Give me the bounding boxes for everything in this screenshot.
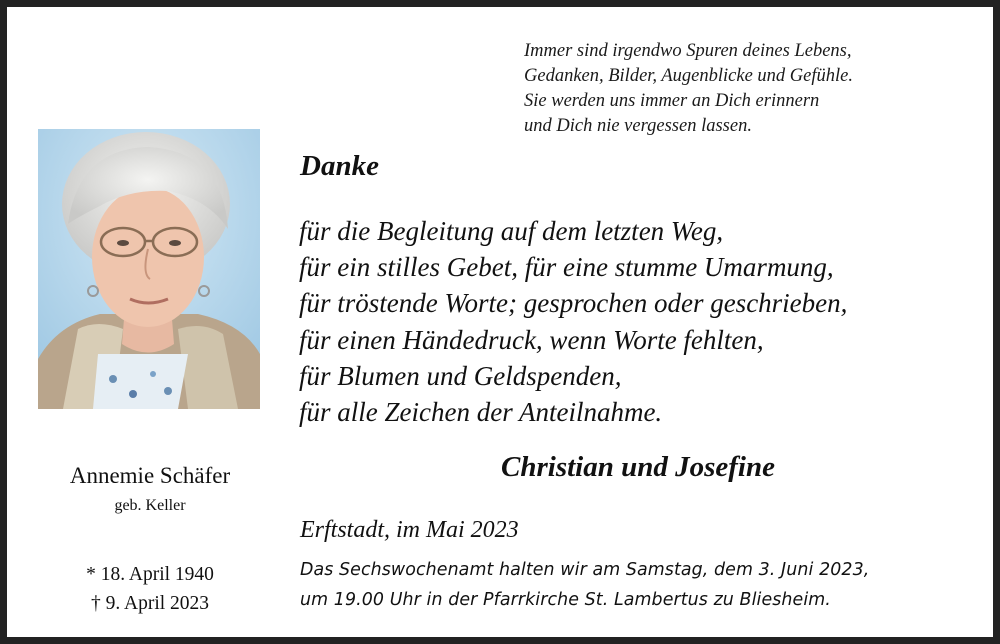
service-line: Das Sechswochenamt halten wir am Samstag, dem 3. Juni 2023,	[300, 560, 870, 580]
poem-line: Immer sind irgendwo Spuren deines Lebens,	[524, 41, 852, 61]
service-notice	[300, 555, 990, 615]
portrait-illustration	[38, 129, 260, 409]
poem-line: und Dich nie vergessen lassen.	[524, 116, 752, 136]
service-line: um 19.00 Uhr in der Pfarrkirche St. Lambertus zu Bliesheim.	[300, 590, 831, 610]
death-date: † 9. April 2023	[90, 593, 210, 614]
signers: Christian und Josefine	[501, 451, 775, 483]
thanks-line: für einen Händedruck, wenn Worte fehlten,	[299, 324, 764, 355]
deceased-name: Annemie Schäfer	[69, 463, 231, 488]
memorial-poem	[524, 39, 984, 139]
thanks-heading: Danke	[300, 150, 379, 182]
birth-date: * 18. April 1940	[86, 564, 214, 585]
maiden-name: geb. Keller	[114, 497, 186, 514]
life-dates	[7, 560, 293, 618]
thanks-line: für alle Zeichen der Anteilnahme.	[299, 397, 663, 428]
portrait-photo	[38, 129, 260, 409]
thanks-line: für tröstende Worte; gesprochen oder geschrieben,	[299, 288, 848, 319]
thanks-line: für die Begleitung auf dem letzten Weg,	[299, 216, 724, 246]
poem-line: Sie werden uns immer an Dich erinnern	[524, 91, 820, 111]
thanks-list	[299, 213, 979, 430]
poem-line: Gedanken, Bilder, Augenblicke und Gefühle.	[524, 66, 853, 86]
thanks-line: für Blumen und Geldspenden,	[299, 360, 622, 391]
thanks-line: für ein stilles Gebet, für eine stumme Umarmung,	[299, 252, 834, 283]
place-and-date: Erftstadt, im Mai 2023	[300, 517, 519, 543]
